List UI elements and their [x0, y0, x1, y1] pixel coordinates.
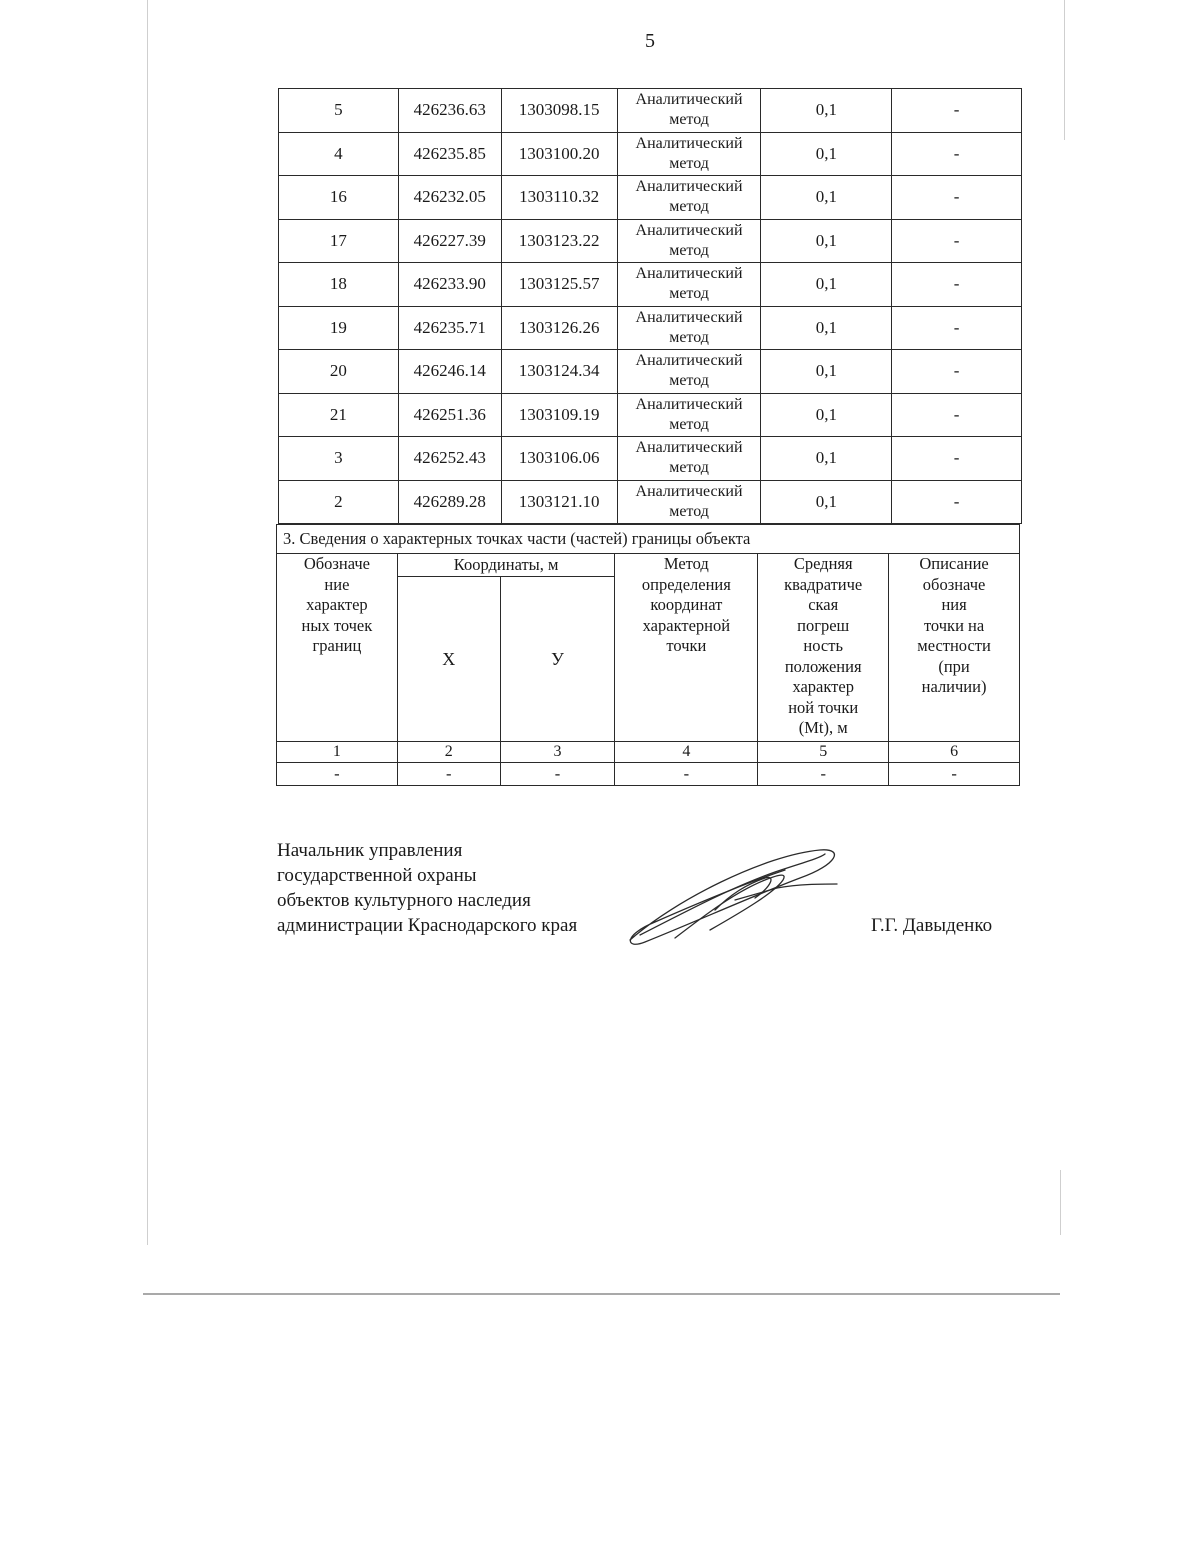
- header-text-line: Метод: [663, 554, 709, 573]
- point-id-cell: 20: [279, 350, 399, 394]
- method-cell: [617, 263, 761, 307]
- method-text-line: метод: [669, 415, 709, 433]
- signer-position-line: государственной охраны: [277, 865, 477, 886]
- accuracy-cell: 0,1: [761, 263, 892, 307]
- point-row: [279, 89, 1022, 133]
- x-coordinate-cell: 426236.63: [398, 89, 501, 133]
- scan-edge-left: [147, 0, 148, 1245]
- method-text-line: Аналитический: [635, 439, 743, 457]
- column-number: 5: [758, 742, 889, 763]
- header-text-line: характерной: [642, 615, 731, 635]
- empty-cell: -: [397, 763, 500, 786]
- column-number: 2: [397, 742, 500, 763]
- method-text-line: Аналитический: [635, 221, 743, 239]
- point-id-cell: 2: [279, 480, 399, 524]
- x-coordinate-cell: 426289.28: [398, 480, 501, 524]
- signer-position-line: объектов культурного наследия: [277, 890, 531, 911]
- header-text-line: координат: [650, 595, 723, 614]
- header-text-line: погреш: [797, 615, 850, 635]
- method-cell: [617, 89, 761, 133]
- empty-cell: -: [889, 763, 1020, 786]
- header-text-line: границ: [312, 636, 362, 655]
- part-boundary-points-table: [276, 524, 1020, 786]
- description-cell: -: [892, 89, 1022, 133]
- accuracy-cell: 0,1: [761, 132, 892, 176]
- header-accuracy: [758, 554, 889, 742]
- description-cell: -: [892, 263, 1022, 307]
- point-row: [279, 393, 1022, 437]
- method-cell: [617, 176, 761, 220]
- method-cell: [617, 132, 761, 176]
- header-text-line: обозначе: [922, 574, 986, 594]
- scan-bottom-rule: [143, 1293, 1060, 1295]
- x-coordinate-cell: 426251.36: [398, 393, 501, 437]
- header-text-line: ных точек: [301, 615, 373, 635]
- header-text-line: определения: [641, 574, 731, 594]
- method-cell: [617, 437, 761, 481]
- description-cell: -: [892, 350, 1022, 394]
- method-text-line: метод: [669, 241, 709, 259]
- point-row: [279, 350, 1022, 394]
- point-row: [279, 176, 1022, 220]
- header-text-line: наличии): [921, 677, 987, 696]
- method-text-line: метод: [669, 328, 709, 346]
- method-text-line: Аналитический: [635, 91, 743, 109]
- method-text-line: метод: [669, 111, 709, 129]
- method-text-line: Аналитический: [635, 482, 743, 500]
- header-text-line: характер: [306, 595, 368, 614]
- x-coordinate-cell: 426235.71: [398, 306, 501, 350]
- x-coordinate-cell: 426227.39: [398, 219, 501, 263]
- header-designation: [277, 554, 398, 742]
- method-cell: [617, 306, 761, 350]
- point-row: [279, 219, 1022, 263]
- method-text-line: Аналитический: [635, 134, 743, 152]
- method-text-line: Аналитический: [635, 308, 743, 326]
- y-coordinate-cell: 1303123.22: [501, 219, 617, 263]
- point-id-cell: 18: [279, 263, 399, 307]
- signer-position: [277, 838, 577, 938]
- description-cell: -: [892, 176, 1022, 220]
- y-coordinate-cell: 1303124.34: [501, 350, 617, 394]
- header-y: У: [500, 577, 615, 742]
- method-text-line: Аналитический: [635, 352, 743, 370]
- method-text-line: Аналитический: [635, 395, 743, 413]
- accuracy-cell: 0,1: [761, 176, 892, 220]
- x-coordinate-cell: 426246.14: [398, 350, 501, 394]
- point-row: [279, 480, 1022, 524]
- header-text-line: местности: [917, 636, 991, 655]
- header-text-line: ния: [941, 595, 967, 614]
- method-cell: [617, 219, 761, 263]
- description-cell: -: [892, 480, 1022, 524]
- point-row: [279, 263, 1022, 307]
- handwritten-signature: [615, 840, 845, 955]
- section-3-title: 3. Сведения о характерных точках части (частей) границы объекта: [277, 525, 1020, 554]
- y-coordinate-cell: 1303110.32: [501, 176, 617, 220]
- method-text-line: метод: [669, 154, 709, 172]
- empty-cell: -: [758, 763, 889, 786]
- header-text-line: ной точки: [788, 697, 859, 717]
- signer-position-line: Начальник управления: [277, 840, 463, 861]
- x-coordinate-cell: 426235.85: [398, 132, 501, 176]
- point-id-cell: 4: [279, 132, 399, 176]
- header-text-line: Обозначе: [303, 554, 371, 573]
- description-cell: -: [892, 132, 1022, 176]
- header-text-line: точки на: [923, 615, 985, 635]
- method-text-line: метод: [669, 198, 709, 216]
- method-text-line: метод: [669, 372, 709, 390]
- accuracy-cell: 0,1: [761, 437, 892, 481]
- description-cell: -: [892, 219, 1022, 263]
- y-coordinate-cell: 1303125.57: [501, 263, 617, 307]
- point-row: [279, 437, 1022, 481]
- header-coordinates: Координаты, м: [397, 554, 615, 577]
- characteristic-points-table: [278, 88, 1022, 524]
- y-coordinate-cell: 1303109.19: [501, 393, 617, 437]
- header-text-line: квадратиче: [784, 574, 863, 594]
- description-cell: -: [892, 393, 1022, 437]
- header-text-line: характер: [792, 677, 854, 696]
- accuracy-cell: 0,1: [761, 393, 892, 437]
- scan-edge-right-lower: [1060, 1170, 1061, 1235]
- header-text-line: точки: [666, 636, 707, 655]
- header-x: Х: [397, 577, 500, 742]
- point-id-cell: 17: [279, 219, 399, 263]
- point-id-cell: 5: [279, 89, 399, 133]
- description-cell: -: [892, 437, 1022, 481]
- column-number: 3: [500, 742, 615, 763]
- method-text-line: Аналитический: [635, 178, 743, 196]
- accuracy-cell: 0,1: [761, 306, 892, 350]
- empty-cell: -: [615, 763, 758, 786]
- method-text-line: метод: [669, 459, 709, 477]
- header-text-line: положения: [784, 656, 862, 676]
- point-id-cell: 19: [279, 306, 399, 350]
- header-text-line: Описание: [919, 554, 989, 573]
- header-text-line: ская: [808, 595, 839, 614]
- accuracy-cell: 0,1: [761, 480, 892, 524]
- method-cell: [617, 350, 761, 394]
- point-id-cell: 3: [279, 437, 399, 481]
- signer-position-line: администрации Краснодарского края: [277, 915, 578, 936]
- x-coordinate-cell: 426232.05: [398, 176, 501, 220]
- y-coordinate-cell: 1303126.26: [501, 306, 617, 350]
- accuracy-cell: 0,1: [761, 89, 892, 133]
- point-row: [279, 132, 1022, 176]
- point-id-cell: 16: [279, 176, 399, 220]
- point-row: [279, 306, 1022, 350]
- empty-cell: -: [500, 763, 615, 786]
- header-text-line: ние: [324, 574, 350, 594]
- description-cell: -: [892, 306, 1022, 350]
- signer-name: Г.Г. Давыденко: [871, 915, 993, 936]
- method-text-line: метод: [669, 285, 709, 303]
- x-coordinate-cell: 426252.43: [398, 437, 501, 481]
- y-coordinate-cell: 1303106.06: [501, 437, 617, 481]
- empty-cell: -: [277, 763, 398, 786]
- column-number: 6: [889, 742, 1020, 763]
- header-text-line: (при: [938, 656, 970, 676]
- header-text-line: (Mt), м: [798, 718, 848, 737]
- y-coordinate-cell: 1303121.10: [501, 480, 617, 524]
- column-number: 1: [277, 742, 398, 763]
- x-coordinate-cell: 426233.90: [398, 263, 501, 307]
- header-method: [615, 554, 758, 742]
- column-number: 4: [615, 742, 758, 763]
- method-cell: [617, 393, 761, 437]
- accuracy-cell: 0,1: [761, 350, 892, 394]
- page-number: 5: [645, 30, 655, 52]
- header-text-line: ность: [803, 636, 843, 655]
- point-id-cell: 21: [279, 393, 399, 437]
- method-cell: [617, 480, 761, 524]
- accuracy-cell: 0,1: [761, 219, 892, 263]
- scan-edge-right: [1064, 0, 1065, 140]
- method-text-line: Аналитический: [635, 265, 743, 283]
- y-coordinate-cell: 1303100.20: [501, 132, 617, 176]
- method-text-line: метод: [669, 502, 709, 520]
- header-text-line: Средняя: [793, 554, 853, 573]
- y-coordinate-cell: 1303098.15: [501, 89, 617, 133]
- header-description: [889, 554, 1020, 742]
